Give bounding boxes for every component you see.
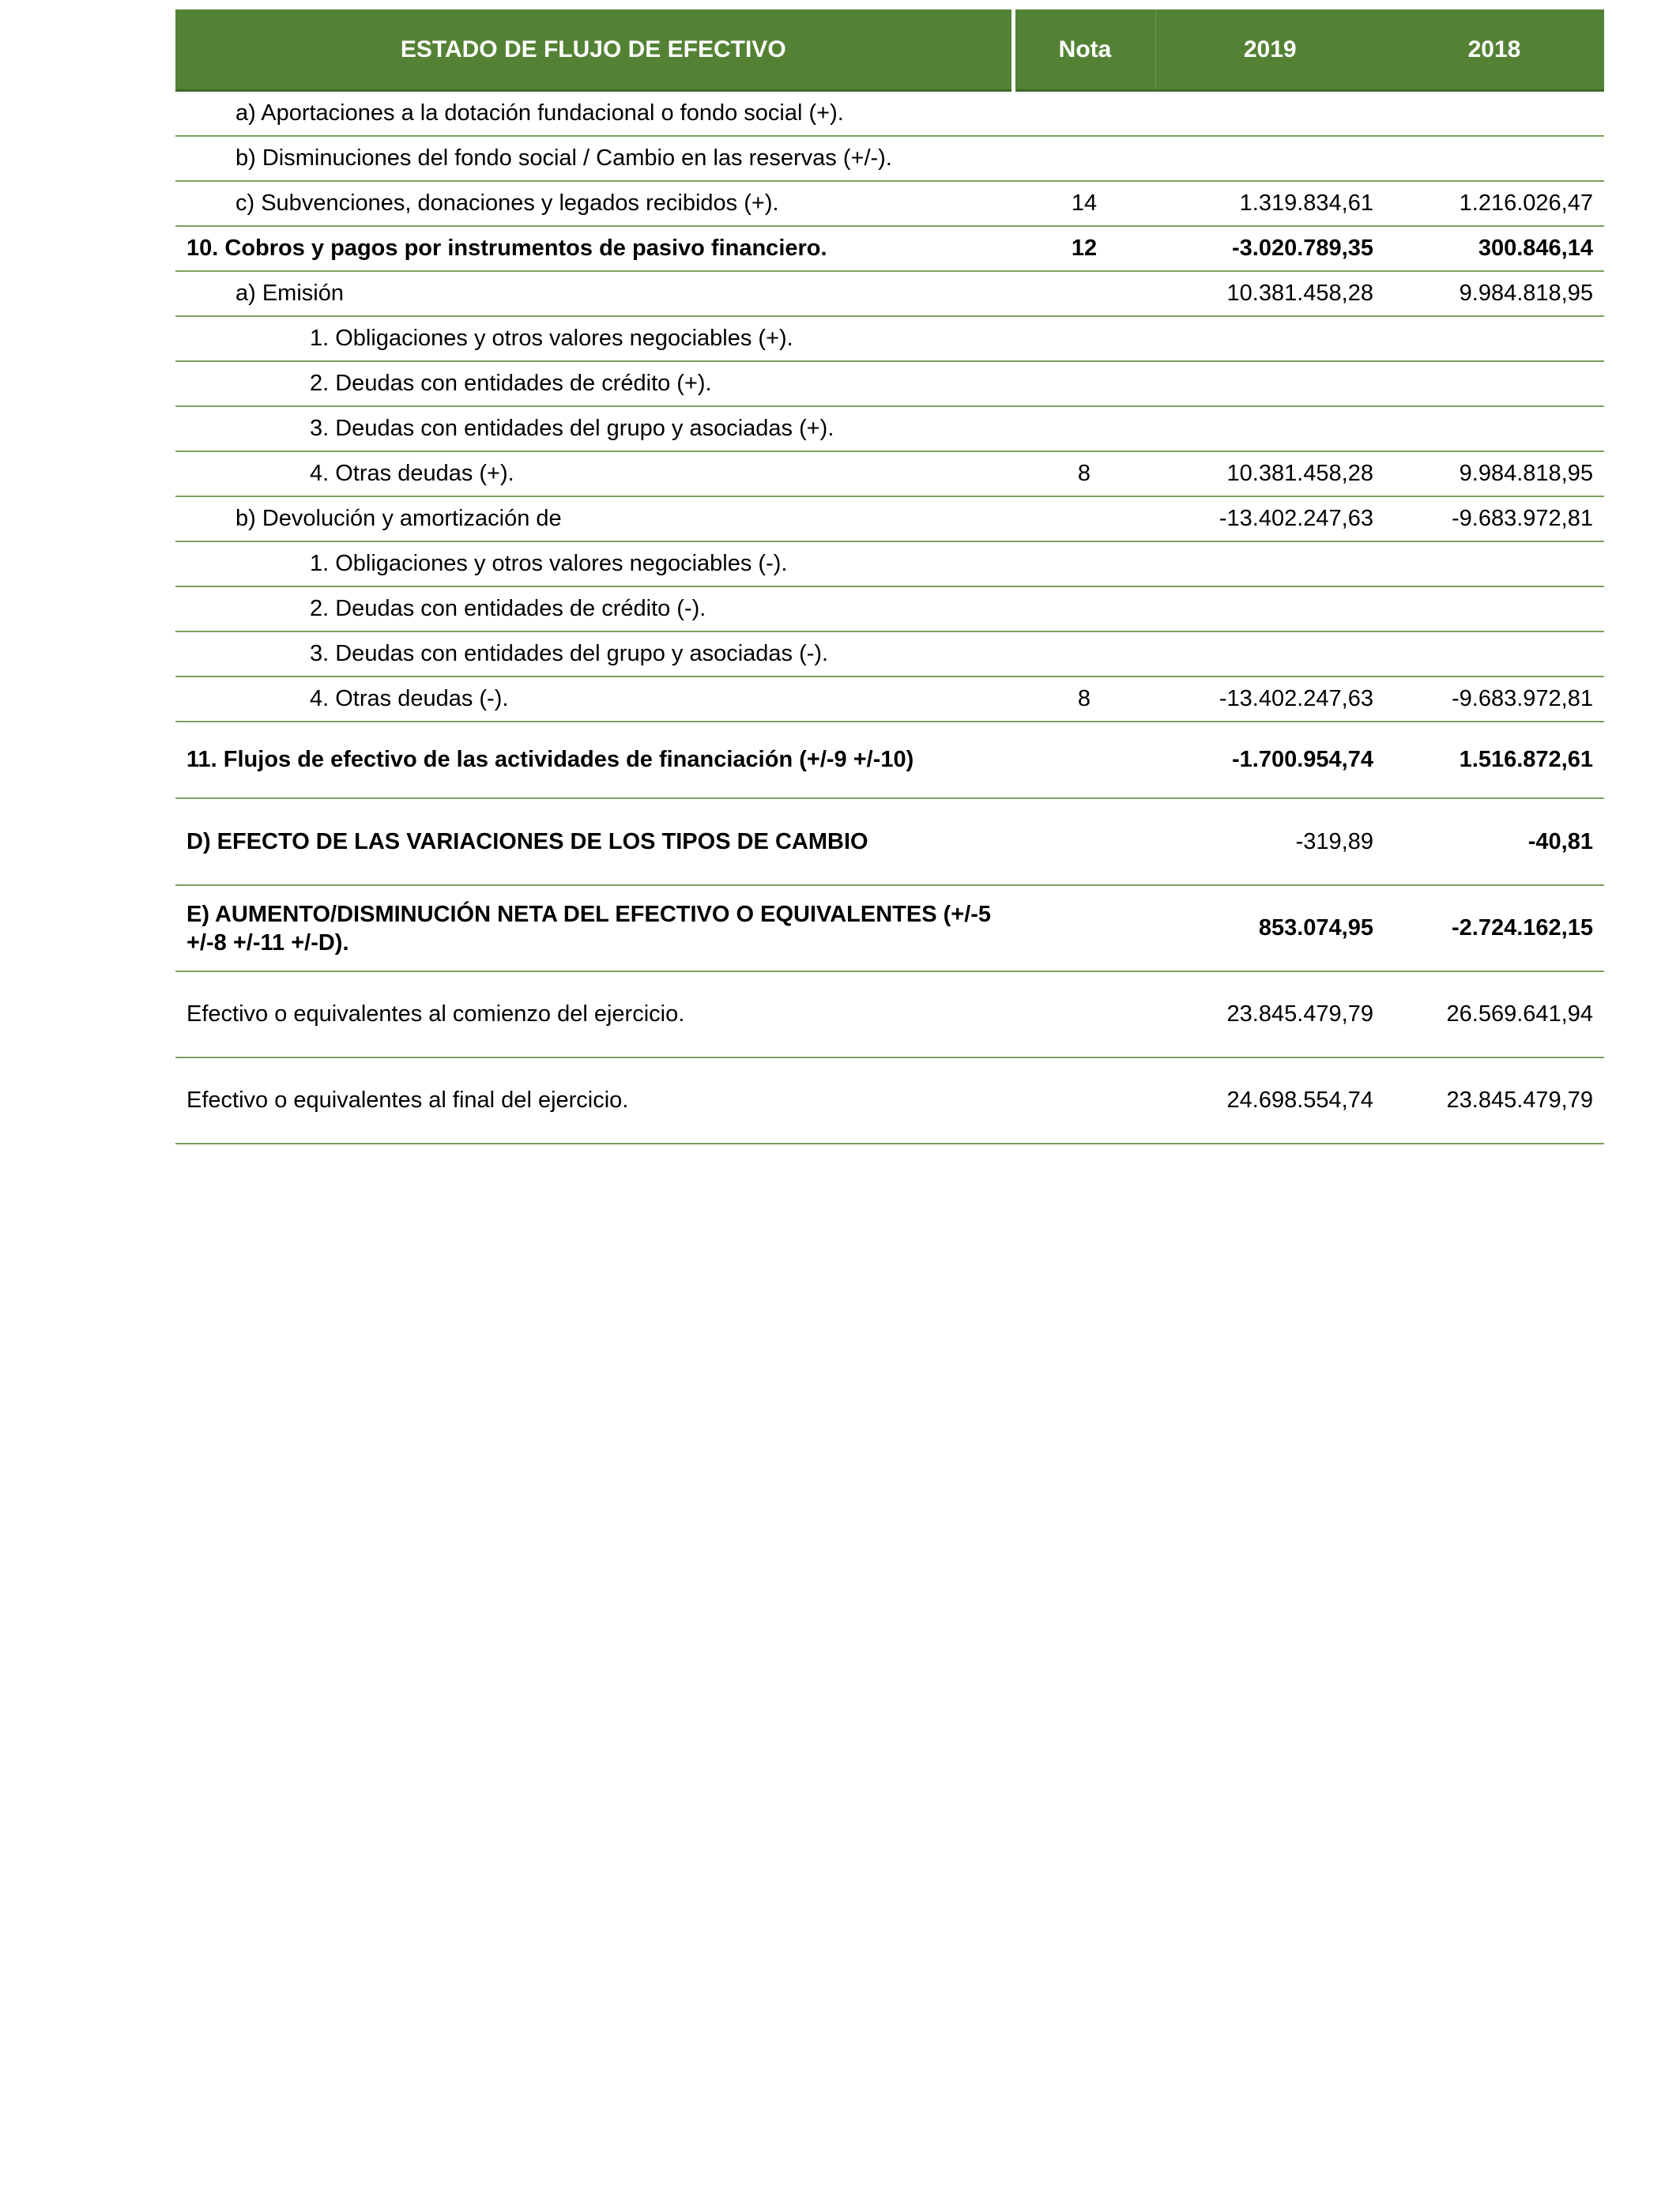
row-value-2018: 9.984.818,95 (1384, 451, 1604, 496)
row-value-2019 (1155, 631, 1384, 677)
row-concept: b) Devolución y amortización de (175, 496, 1013, 541)
row-concept: E) AUMENTO/DISMINUCIÓN NETA DEL EFECTIVO O EQUIVALENTES (+/-5 +/-8 +/-11 +/-D). (175, 885, 1013, 971)
row-nota (1013, 885, 1155, 971)
row-nota: 14 (1013, 181, 1155, 226)
row-nota (1013, 798, 1155, 885)
row-value-2019 (1155, 361, 1384, 406)
table-row (175, 316, 1604, 361)
row-nota (1013, 136, 1155, 181)
row-value-2019: -13.402.247,63 (1155, 677, 1384, 722)
row-value-2019 (1155, 316, 1384, 361)
table-row (175, 361, 1604, 406)
row-concept: 4. Otras deudas (+). (175, 451, 1013, 496)
row-value-2019 (1155, 406, 1384, 451)
table-row (175, 181, 1604, 226)
row-concept: 3. Deudas con entidades del grupo y asociadas (+). (175, 406, 1013, 451)
row-nota: 8 (1013, 677, 1155, 722)
row-value-2018: -9.683.972,81 (1384, 496, 1604, 541)
row-value-2019: -1.700.954,74 (1155, 722, 1384, 798)
row-value-2019 (1155, 136, 1384, 181)
row-nota (1013, 316, 1155, 361)
row-concept: a) Aportaciones a la dotación fundacional o fondo social (+). (175, 91, 1013, 137)
row-nota (1013, 586, 1155, 631)
row-value-2019: -3.020.789,35 (1155, 226, 1384, 271)
row-concept: 2. Deudas con entidades de crédito (+). (175, 361, 1013, 406)
table-row (175, 586, 1604, 631)
row-value-2018 (1384, 361, 1604, 406)
row-nota (1013, 496, 1155, 541)
row-concept: 1. Obligaciones y otros valores negociables (+). (175, 316, 1013, 361)
row-nota (1013, 361, 1155, 406)
row-value-2018 (1384, 136, 1604, 181)
table-row (175, 798, 1604, 885)
row-value-2019: 10.381.458,28 (1155, 451, 1384, 496)
row-value-2019: 1.319.834,61 (1155, 181, 1384, 226)
row-value-2018 (1384, 631, 1604, 677)
row-value-2018 (1384, 406, 1604, 451)
row-value-2018 (1384, 541, 1604, 586)
row-value-2019: -319,89 (1155, 798, 1384, 885)
table-row (175, 885, 1604, 971)
header-year-2018: 2018 (1384, 9, 1604, 91)
row-value-2019 (1155, 541, 1384, 586)
row-concept: Efectivo o equivalentes al comienzo del ejercicio. (175, 971, 1013, 1057)
cash-flow-statement (175, 9, 1604, 1144)
header-nota: Nota (1013, 9, 1155, 91)
table-row (175, 91, 1604, 137)
row-value-2019: 853.074,95 (1155, 885, 1384, 971)
row-nota (1013, 271, 1155, 316)
table-row (175, 541, 1604, 586)
row-concept: 3. Deudas con entidades del grupo y asociadas (-). (175, 631, 1013, 677)
table-row (175, 136, 1604, 181)
row-concept: 4. Otras deudas (-). (175, 677, 1013, 722)
row-nota (1013, 541, 1155, 586)
table-header-row (175, 9, 1604, 91)
row-value-2018: 23.845.479,79 (1384, 1057, 1604, 1144)
row-value-2018: 9.984.818,95 (1384, 271, 1604, 316)
table-row (175, 406, 1604, 451)
header-year-2019: 2019 (1155, 9, 1384, 91)
row-value-2018: -2.724.162,15 (1384, 885, 1604, 971)
table-row (175, 722, 1604, 798)
row-concept: 11. Flujos de efectivo de las actividades de financiación (+/-9 +/-10) (175, 722, 1013, 798)
row-value-2018: 1.516.872,61 (1384, 722, 1604, 798)
row-nota (1013, 91, 1155, 137)
row-nota: 12 (1013, 226, 1155, 271)
row-nota (1013, 1057, 1155, 1144)
header-concept: ESTADO DE FLUJO DE EFECTIVO (175, 9, 1013, 91)
row-concept: 2. Deudas con entidades de crédito (-). (175, 586, 1013, 631)
row-value-2018 (1384, 316, 1604, 361)
row-value-2019 (1155, 91, 1384, 137)
cash-flow-table (175, 9, 1604, 1144)
table-row (175, 271, 1604, 316)
table-row (175, 1057, 1604, 1144)
row-value-2019: -13.402.247,63 (1155, 496, 1384, 541)
row-concept: D) EFECTO DE LAS VARIACIONES DE LOS TIPOS DE CAMBIO (175, 798, 1013, 885)
row-concept: 1. Obligaciones y otros valores negociables (-). (175, 541, 1013, 586)
table-row (175, 971, 1604, 1057)
row-nota (1013, 971, 1155, 1057)
row-value-2018: 1.216.026,47 (1384, 181, 1604, 226)
row-concept: c) Subvenciones, donaciones y legados recibidos (+). (175, 181, 1013, 226)
table-row (175, 631, 1604, 677)
row-nota: 8 (1013, 451, 1155, 496)
table-row (175, 451, 1604, 496)
row-value-2018: -9.683.972,81 (1384, 677, 1604, 722)
row-value-2019 (1155, 586, 1384, 631)
row-value-2018: -40,81 (1384, 798, 1604, 885)
row-concept: 10. Cobros y pagos por instrumentos de pasivo financiero. (175, 226, 1013, 271)
row-value-2018 (1384, 586, 1604, 631)
row-value-2019: 24.698.554,74 (1155, 1057, 1384, 1144)
row-nota (1013, 406, 1155, 451)
row-value-2018: 26.569.641,94 (1384, 971, 1604, 1057)
row-nota (1013, 722, 1155, 798)
row-concept: b) Disminuciones del fondo social / Cambio en las reservas (+/-). (175, 136, 1013, 181)
row-value-2018 (1384, 91, 1604, 137)
row-value-2019: 10.381.458,28 (1155, 271, 1384, 316)
table-row (175, 226, 1604, 271)
table-row (175, 496, 1604, 541)
row-value-2019: 23.845.479,79 (1155, 971, 1384, 1057)
row-value-2018: 300.846,14 (1384, 226, 1604, 271)
table-row (175, 677, 1604, 722)
row-concept: a) Emisión (175, 271, 1013, 316)
row-nota (1013, 631, 1155, 677)
row-concept: Efectivo o equivalentes al final del ejercicio. (175, 1057, 1013, 1144)
